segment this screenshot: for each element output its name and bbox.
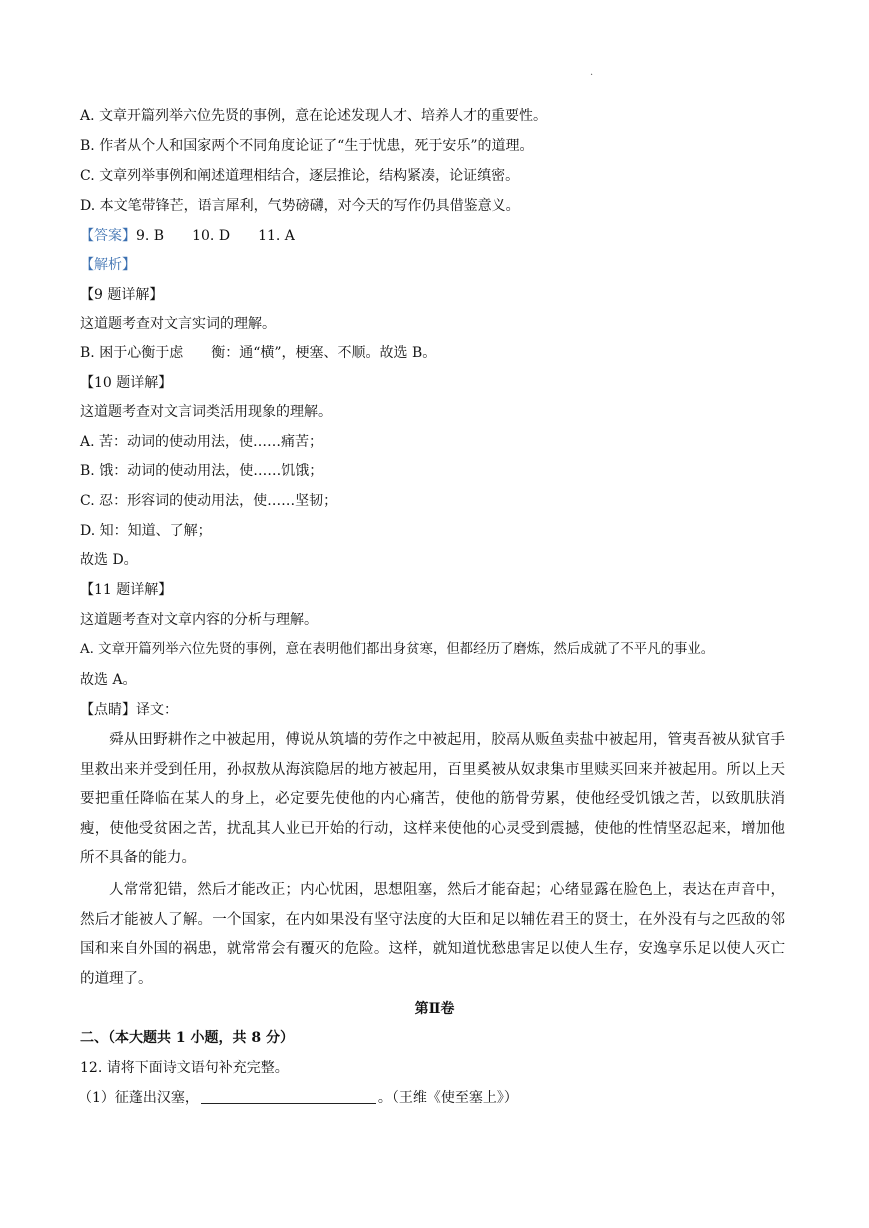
- q11-heading: 【11 题详解】: [80, 582, 173, 598]
- translation-paragraph-1: 舜从田野耕作之中被起用，傅说从筑墙的劳作之中被起用，胶鬲从贩鱼卖盐中被起用，管夷吾被从狱官手里救出来并受到任用，孙叔敖从海滨隐居的地方被起用，百里奚被从奴隶集市里赎买回来并被起用。所以上天要把重任降临在某人的身上，必定要先使他的内心痛苦，使他的筋骨劳累，使他经受饥饿之苦，以致肌肤消瘦，使他受贫困之苦，扰乱其人业已开始的行动，这样来使他的心灵受到震撼，使他的性情坚忍起来，增加他所不具备的能力。: [80, 732, 785, 866]
- q9-heading: 【9 题详解】: [80, 287, 164, 303]
- option-b: B. 作者从个人和国家两个不同角度论证了“生于忧患，死于安乐”的道理。: [80, 138, 534, 154]
- question-12-1: [78, 1088, 518, 1108]
- answer-10: 10. D: [192, 228, 231, 244]
- q9-detail-sentence: B. 困于心衡于虑: [80, 345, 184, 361]
- q10-d: D. 知：知道、了解；: [80, 523, 212, 539]
- comment-label: 【点睛】译文：: [80, 702, 178, 718]
- analysis-label: 【解析】: [80, 257, 136, 273]
- q11-conclusion: 故选 A。: [80, 672, 137, 688]
- q9-intro: 这道题考查对文言实词的理解。: [80, 316, 276, 332]
- answer-11: 11. A: [258, 228, 295, 244]
- q9-detail-explanation: 衡：通“横”，梗塞、不顺。故选 B。: [211, 345, 437, 361]
- q11-a: A. 文章开篇列举六位先贤的事例，意在表明他们都出身贫寒，但都经历了磨炼，然后成就了不平凡的事业。: [80, 642, 715, 657]
- q10-conclusion: 故选 D。: [80, 552, 138, 568]
- q10-heading: 【10 题详解】: [80, 375, 173, 391]
- option-a: A. 文章开篇列举六位先贤的事例，意在论述发现人才、培养人才的重要性。: [80, 108, 548, 124]
- q10-intro: 这道题考查对文言词类活用现象的理解。: [80, 404, 332, 420]
- option-d: D. 本文笔带锋芒，语言犀利，气势磅礴，对今天的写作仍具借鉴意义。: [80, 198, 520, 214]
- q12-1-prompt: （1）征蓬出汉塞，: [78, 1090, 199, 1106]
- answer-line: [80, 226, 295, 246]
- q10-a: A. 苦：动词的使动用法，使……痛苦；: [80, 434, 324, 450]
- question-12: 12. 请将下面诗文语句补充完整。: [80, 1060, 289, 1076]
- answer-9: 9. B: [136, 228, 165, 244]
- q12-1-source: 。（王维《使至塞上》）: [377, 1090, 518, 1106]
- q10-c: C. 忍：形容词的使动用法，使……坚韧；: [80, 493, 338, 509]
- option-c: C. 文章列举事例和阐述道理相结合，逐层推论，结构紧凑，论证缜密。: [80, 168, 520, 184]
- translation-paragraph-2: 人常常犯错，然后才能改正；内心忧困，思想阻塞，然后才能奋起；心绪显露在脸色上，表达在声音中，然后才能被人了解。一个国家，在内如果没有坚守法度的大臣和足以辅佐君王的贤士，在外没有与之匹敌的邻国和来自外国的祸患，就常常会有覆灭的危险。这样，就知道忧愁患害足以使人生存，安逸享乐足以使人灭亡的道理了。: [80, 882, 785, 987]
- header-dot: ·: [590, 70, 594, 81]
- q10-b: B. 饿：动词的使动用法，使……饥饿；: [80, 463, 324, 479]
- fill-in-blank: [201, 1089, 376, 1104]
- q9-detail: [80, 343, 436, 363]
- section-title: 第Ⅱ卷: [414, 1001, 455, 1017]
- section-heading: 二、（本大题共 1 小题，共 8 分）: [80, 1030, 294, 1046]
- answer-label: 【答案】: [80, 228, 136, 244]
- q11-intro: 这道题考查对文章内容的分析与理解。: [80, 612, 318, 628]
